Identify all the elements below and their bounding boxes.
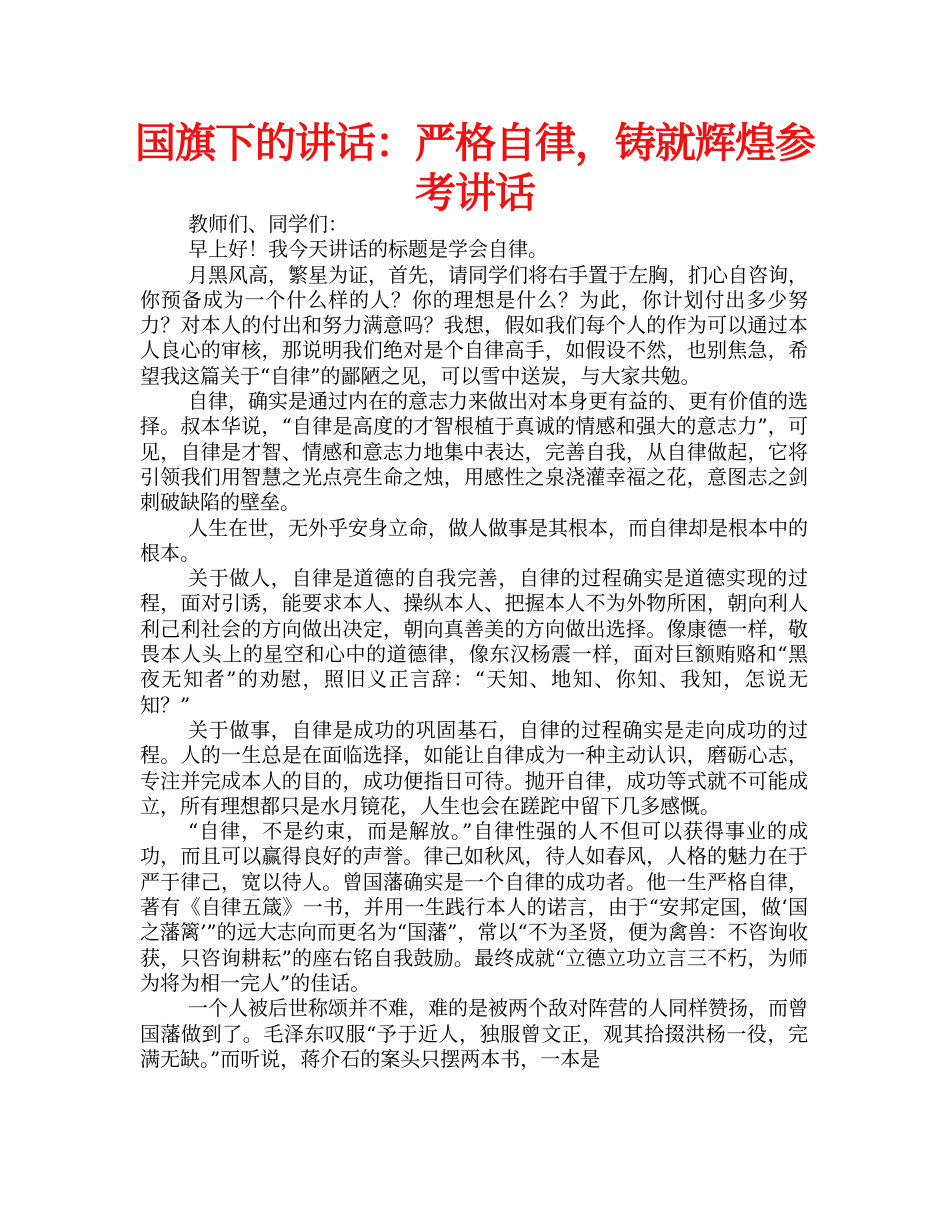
paragraph: 关于做事，自律是成功的巩固基石，自律的过程确实是走向成功的过程。人的一生总是在面临选择，如能让自律成为一种主动认识，磨砺心志，专注并完成本人的目的，成功便指日可待。抛开自律，成功等式就不可能成立，所有理想都只是水月镜花，人生也会在蹉跎中留下几多感慨。 [140,717,808,818]
document-title: 国旗下的讲话：严格自律，铸就辉煌参考讲话 [135,119,815,217]
paragraph: 自律，确实是通过内在的意志力来做出对本身更有益的、更有价值的选择。叔本华说，“自律是高度的才智根植于真诚的情感和强大的意志力”，可见，自律是才智、情感和意志力地集中表达，完善自我，从自律做起，它将引领我们用智慧之光点亮生命之烛，用感性之泉浇灌幸福之花，意图志之剑刺破缺陷的壁垒。 [140,389,808,515]
paragraph-opening: 早上好！我今天讲话的标题是学会自律。 [188,237,548,262]
paragraph: 人生在世，无外乎安身立命，做人做事是其根本，而自律却是根本中的根本。 [140,515,808,565]
paragraph: 月黑风高，繁星为证，首先，请同学们将右手置于左胸，扪心自咨询，你预备成为一个什么样的人？你的理想是什么？为此，你计划付出多少努力？对本人的付出和努力满意吗？我想，假如我们每个人的作为可以通过本人良心的审核，那说明我们绝对是个自律高手，如假设不然，也别焦急，希望我这篇关于“自律”的鄙陋之见，可以雪中送炭，与大家共勉。 [140,262,808,388]
document-body [140,212,808,1072]
paragraph: 一个人被后世称颂并不难，难的是被两个敌对阵营的人同样赞扬，而曾国藩做到了。毛泽东叹服“予于近人，独服曾文正，观其拾掇洪杨一役，完满无缺。”而听说，蒋介石的案头只摆两本书，一本是 [140,996,808,1071]
paragraph-greeting: 教师们、同学们： [188,212,348,236]
paragraph: 关于做人，自律是道德的自我完善，自律的过程确实是道德实现的过程，面对引诱，能要求本人、操纵本人、把握本人不为外物所困，朝向利人利己利社会的方向做出决定，朝向真善美的方向做出选择。像康德一样，敬畏本人头上的星空和心中的道德律，像东汉杨震一样，面对巨额贿赂和“黑夜无知者”的劝慰，照旧义正言辞：“天知、地知、你知、我知，怎说无知？” [140,566,808,717]
paragraph: “自律，不是约束，而是解放。”自律性强的人不但可以获得事业的成功，而且可以赢得良好的声誉。律己如秋风，待人如春风，人格的魅力在于严于律己，宽以待人。曾国藩确实是一个自律的成功者。他一生严格自律，著有《自律五箴》一书，并用一生践行本人的诺言，由于“安邦定国，做‘国之藩篱’”的远大志向而更名为“国藩”，常以“不为圣贤，便为禽兽：不咨询收获，只咨询耕耘”的座右铭自我鼓励。最终成就“立德立功立言三不朽，为师为将为相一完人”的佳话。 [140,819,808,995]
